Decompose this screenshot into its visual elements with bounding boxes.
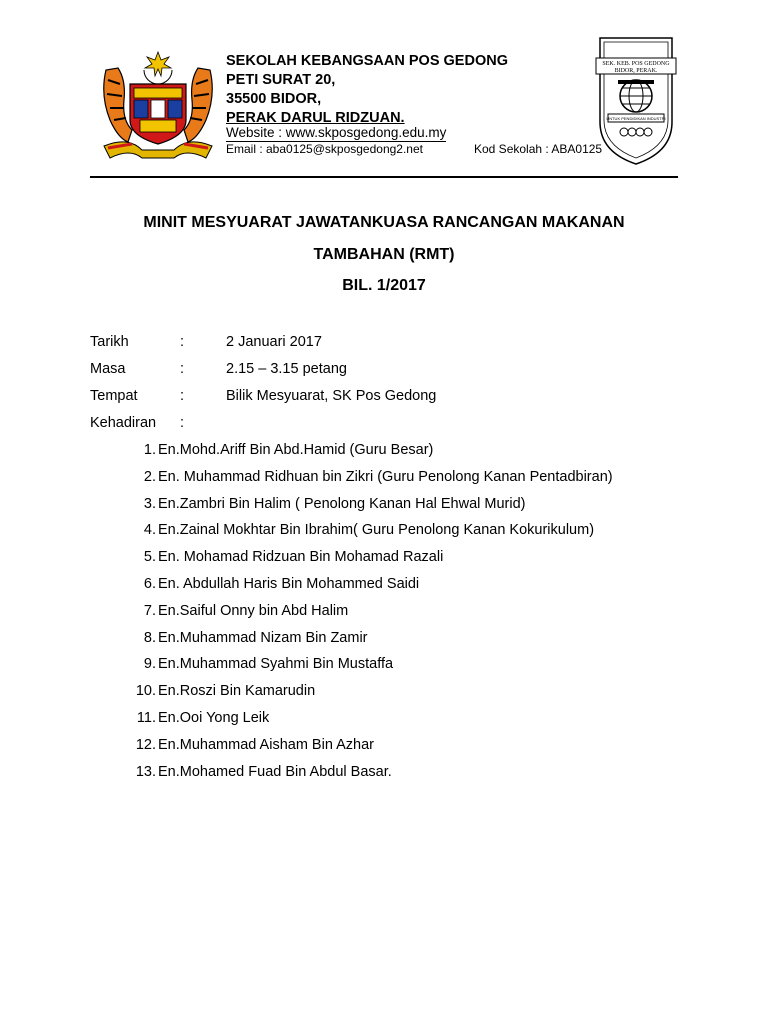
logo-text-top2: BIDOR, PERAK. <box>614 68 658 74</box>
document-title-line-1: MINIT MESYUARAT JAWATANKUASA RANCANGAN MAKANAN <box>143 214 625 231</box>
school-address <box>226 52 508 128</box>
website-link[interactable]: Website : www.skposgedong.edu.my <box>226 125 447 140</box>
attendance-number: 13. <box>135 763 156 780</box>
attendee-name: En. Mohamad Ridzuan Bin Mohamad Razali <box>158 549 444 566</box>
date-value: 2 Januari 2017 <box>226 334 322 350</box>
attendance-number: 6. <box>143 575 156 592</box>
attendee-name: En.Muhammad Syahmi Bin Mustaffa <box>158 656 394 673</box>
logo-motto: UNTUK PENDIDIKAN INDUSTRI <box>606 116 666 121</box>
time-colon: : <box>180 361 185 377</box>
attendance-number: 8. <box>143 629 156 646</box>
attendance-number: 7. <box>143 602 156 619</box>
header-divider <box>90 176 678 178</box>
attendance-number: 11. <box>136 709 156 726</box>
attendee-name: En.Mohd.Ariff Bin Abd.Hamid (Guru Besar) <box>158 442 434 458</box>
attendee-name: En.Muhammad Nizam Bin Zamir <box>158 629 368 646</box>
time-label: Masa <box>90 361 126 377</box>
attendance-number: 3. <box>143 495 156 512</box>
attendee-name: En.Zambri Bin Halim ( Penolong Kanan Hal Ehwal Murid) <box>158 495 526 512</box>
attendee-name: En. Muhammad Ridhuan bin Zikri (Guru Penolong Kanan Pentadbiran) <box>158 468 613 485</box>
document-title-line-2: TAMBAHAN (RMT) <box>313 246 455 263</box>
attendee-name: En.Saiful Onny bin Abd Halim <box>158 602 349 619</box>
attendance-label: Kehadiran <box>90 415 157 431</box>
place-colon: : <box>180 388 185 404</box>
school-code: Kod Sekolah : ABA0125 <box>474 142 603 156</box>
attendance-number: 9. <box>143 656 156 673</box>
place-label: Tempat <box>90 388 138 404</box>
attendee-name: En.Mohamed Fuad Bin Abdul Basar. <box>158 763 392 780</box>
email-text: Email : aba0125@skposgedong2.net <box>226 142 423 156</box>
date-colon: : <box>180 334 185 350</box>
attendance-number: 12. <box>135 736 156 753</box>
logo-text-top: SEK. KEB. POS GEDONG <box>602 61 670 67</box>
attendee-name: En.Muhammad Aisham Bin Azhar <box>158 736 374 753</box>
attendee-name: En.Zainal Mokhtar Bin Ibrahim( Guru Penolong Kanan Kokurikulum) <box>158 522 595 539</box>
coat-of-arms-icon <box>98 50 218 160</box>
attendee-name: En. Abdullah Haris Bin Mohammed Saidi <box>158 575 420 592</box>
place-value: Bilik Mesyuarat, SK Pos Gedong <box>226 388 437 404</box>
attendance-colon: : <box>180 415 185 431</box>
attendance-number: 10. <box>135 683 156 700</box>
address-line-1: PETI SURAT 20, <box>226 72 336 88</box>
time-value: 2.15 – 3.15 petang <box>226 361 347 377</box>
attendee-name: En.Ooi Yong Leik <box>158 709 270 726</box>
school-name: SEKOLAH KEBANGSAAN POS GEDONG <box>226 53 508 69</box>
address-line-3: PERAK DARUL RIDZUAN. <box>226 110 405 126</box>
attendance-number: 1. <box>143 442 156 458</box>
school-badge-icon <box>594 34 678 168</box>
attendance-number: 4. <box>143 522 156 539</box>
document-number: BIL. 1/2017 <box>342 277 426 294</box>
address-line-2: 35500 BIDOR, <box>226 91 322 107</box>
date-label: Tarikh <box>90 334 129 350</box>
attendee-name: En.Roszi Bin Kamarudin <box>158 683 316 700</box>
attendance-number: 5. <box>143 549 156 566</box>
attendance-number: 2. <box>143 468 156 485</box>
